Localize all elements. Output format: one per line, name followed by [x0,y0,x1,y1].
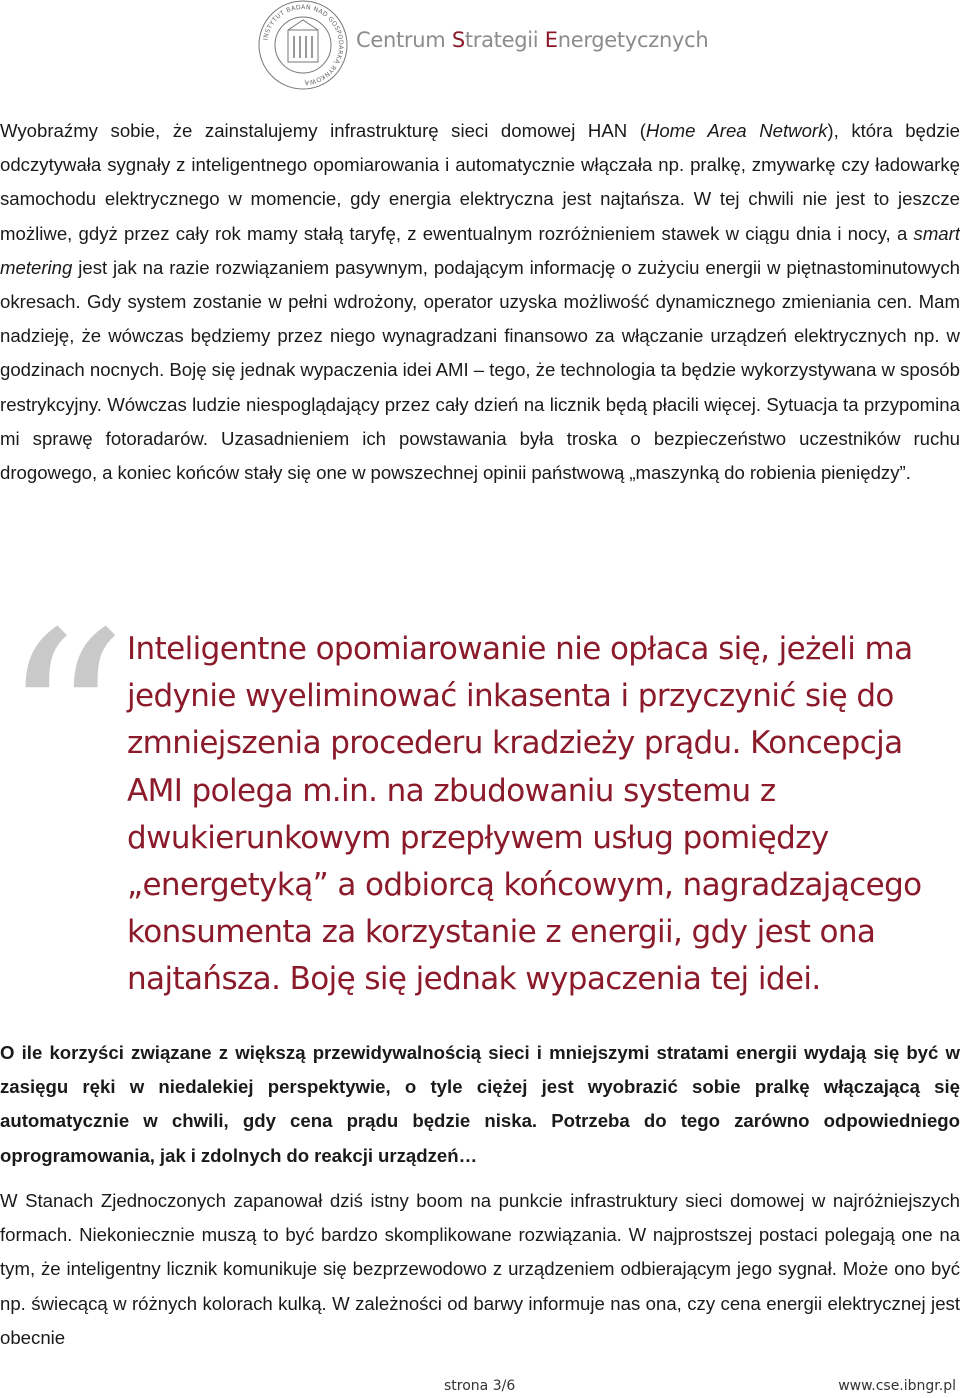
svg-text:INSTYTUT BADAŃ NAD GOSPODARKĄ: INSTYTUT BADAŃ NAD GOSPODARKĄ RYNKOWĄ [262,3,345,87]
paragraph-lead: O ile korzyści związane z większą przewidywalnością sieci i mniejszymi stratami energii wydają się być w zasięgu ręki w niedalekiej perspektywie, o tyle ciężej jest wyobrazić sobie pralkę włączającą się automatycznie w chwili, gdy cena prądu będzie niska. Potrzeba do tego zarówno odpowiedniego oprogramowania, jak i zdolnych do reakcji urządzeń… [0,1042,960,1166]
logo-text: Centrum Strategii Energetycznych [356,28,709,52]
quote-mark-icon: “ [0,579,128,870]
page-header [0,0,960,95]
footer-url: www.cse.ibngr.pl [838,1378,956,1394]
paragraph-1: Wyobraźmy sobie, że zainstalujemy infrastrukturę sieci domowej HAN (Home Area Network), która będzie odczytywała sygnały z inteligentnego opomiarowania i automatycznie włączała np. pralkę, zmywarkę czy ładowarkę samochodu elektrycznego w momencie, gdy energia elektryczna jest najtańsza. W tej chwili nie jest to jeszcze możliwe, gdyż przez cały rok mamy stałą taryfę, z ewentualnym rozróżnieniem stawek w ciągu dnia i nocy, a smart metering jest jak na razie rozwiązaniem pasywnym, podającym informację o zużyciu energii w piętnastominutowych okresach. Gdy system zostanie w pełni wdrożony, operator uzyska możliwość dynamicznego zmieniania cen. Mam nadzieję, że wówczas będziemy przez niego wynagradzani finansowo za włączanie urządzeń elektrycznych np. w godzinach nocnych. Boję się jednak wypaczenia idei AMI – tego, że technologia ta będzie wykorzystywana w sposób restrykcyjny. Wówczas ludzie niespoglądający przez cały dzień na licznik będą płacili więcej. Sytuacja ta przypomina mi sprawę fotoradarów. Uzasadnieniem ich powstawania była troska o bezpieczeństwo uczestników ruchu drogowego, a koniec końców stały się one w powszechnej opinii państwową „maszynką do robienia pieniędzy”. [0,120,960,484]
institute-seal-icon [258,0,348,90]
paragraph-2: W Stanach Zjednoczonych zapanował dziś istny boom na punkcie infrastruktury sieci domowej w najróżniejszych formach. Niekoniecznie muszą to być bardzo skomplikowane rozwiązania. W najprostszej postaci polegają one na tym, że inteligentny licznik komunikuje się bezprzewodowo z urządzeniem odbierającym jego sygnał. Może ono być np. świecącą w różnych kolorach kulką. W zależności od barwy informuje nas ona, czy cena energii elektrycznej jest obecnie [0,1190,960,1348]
page-number: strona 3/6 [444,1378,516,1394]
pull-quote: Inteligentne opomiarowanie nie opłaca się, jeżeli ma jedynie wyeliminować inkasenta i przyczynić się do zmniejszenia procederu kradzieży prądu. Koncepcja AMI polega m.in. na zbudowaniu systemu z dwukierunkowym przepływem usług pomiędzy „energetyką” a odbiorcą końcowym, nagradzającego konsumenta za korzystanie z energii, gdy jest ona najtańsza. Boję się jednak wypaczenia tej idei. [127,631,922,998]
